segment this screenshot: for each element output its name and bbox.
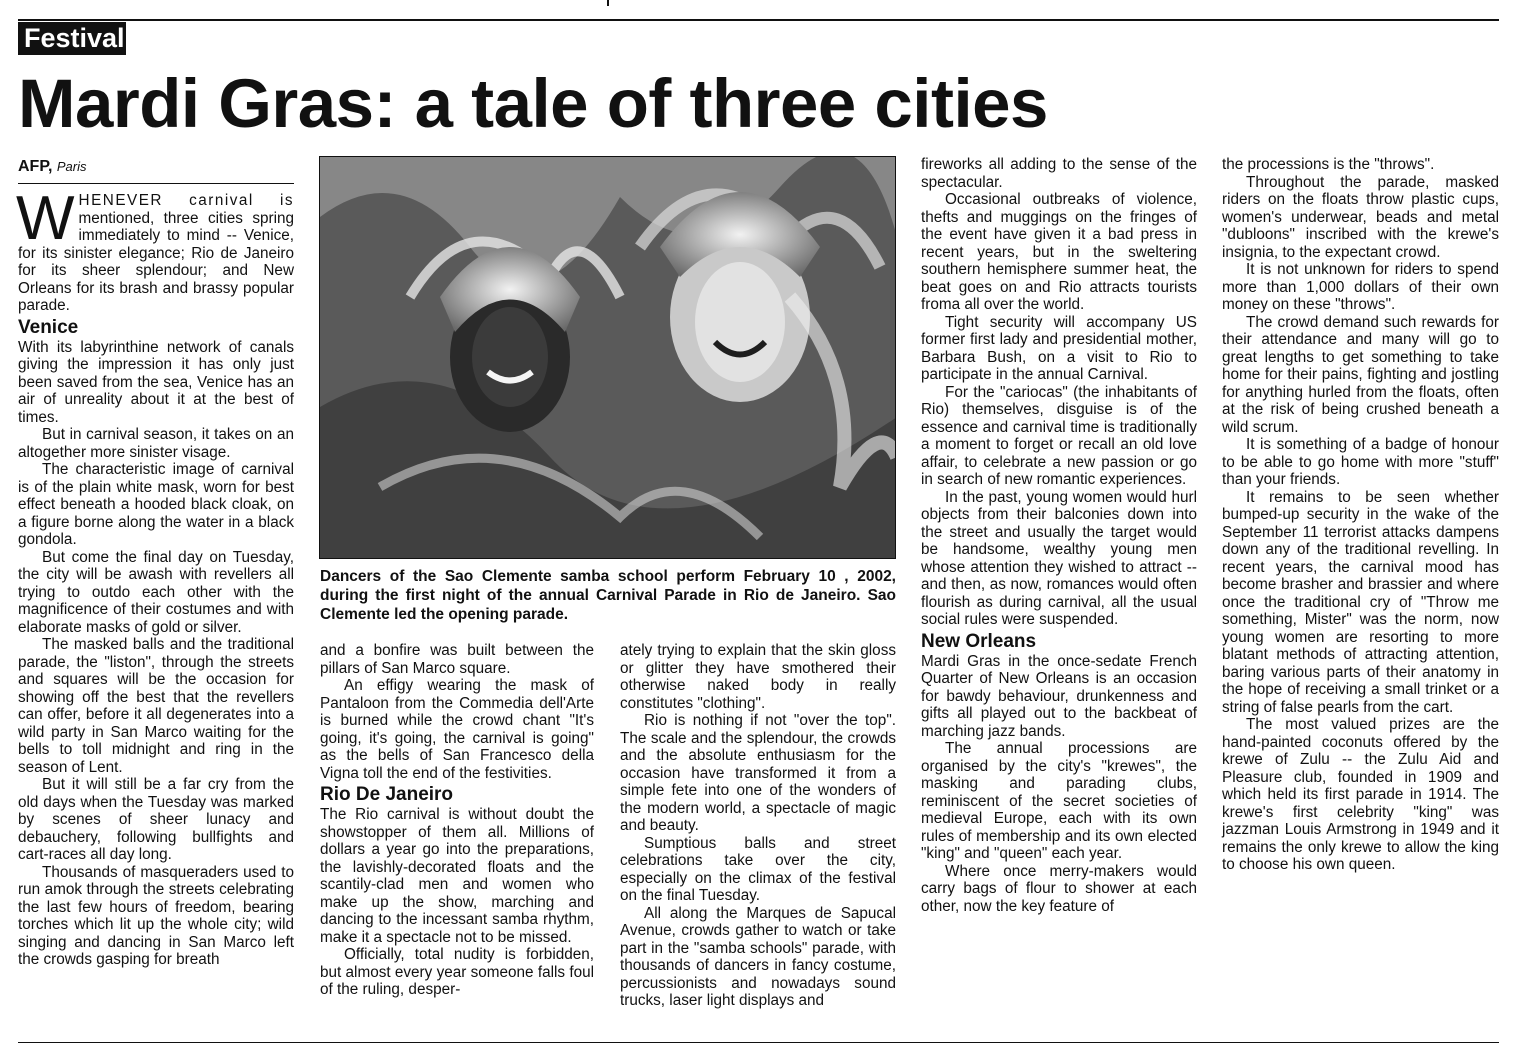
bottom-rule — [18, 1042, 1499, 1043]
new-orleans-paragraph: Where once merry-makers would carry bags of flour to shower at each other, now the key feature of — [921, 862, 1197, 915]
lead-rest: mentioned, three cities spring immediately to mind -- Venice, for its sinister elegance; Rio de Janeiro for its sheer splendour; and New Orleans for its brash and brassy popular parade. — [18, 209, 294, 314]
subheading-venice: Venice — [18, 316, 79, 338]
headline: Mardi Gras: a tale of three cities — [18, 65, 1048, 142]
venice-paragraph: But it will still be a far cry from the old days when the Tuesday was marked by scenes of sheer lunacy and debauchery, following bullfights and cart-races all day long. — [18, 776, 294, 863]
new-orleans-paragraph: The most valued prizes are the hand-painted coconuts offered by the krewe of Zulu -- the Zulu Aid and Pleasure club, founded in 1909 and which held its first parade in 1914. The krewe's first celebrity "king" was jazzman Louis Armstrong in 1949 and it remains the only krewe to allow the king to choose his own queen. — [1222, 716, 1499, 873]
new-orleans-paragraph: the processions is the "throws". — [1222, 156, 1435, 173]
venice-paragraph: and a bonfire was built between the pillars of San Marco square. — [320, 642, 594, 677]
new-orleans-paragraph: The annual processions are organised by the city's "krewes", the masking and parading clubs, reminiscent of the secret societies of medieval Europe, each with its own rules of membership and its own elected "king" and "queen" each year. — [921, 740, 1197, 862]
rio-paragraph: Tight security will accompany US former first lady and presidential mother, Barbara Bush, on a visit to Rio to participate in the annual Carnival. — [921, 313, 1197, 383]
new-orleans-paragraph: It remains to be seen whether bumped-up security in the wake of the September 11 terrorist attacks dampens down any of the traditional revelling. In recent years, the carnival mood has become brasher and brassier and where once the traditional cry of "Throw me something, Mister" was the norm, now young women are resorting to more blatant methods of attracting attention, baring various parts of their anatomy in the hope of receiving a small trinket or a string of false pearls from the cart. — [1222, 488, 1499, 716]
column-3 — [620, 642, 896, 1010]
rio-paragraph: Sumptious balls and street celebrations take over the city, especially on the climax of the festival on the final Tuesday. — [620, 834, 896, 904]
new-orleans-paragraph: It is not unknown for riders to spend more than 1,000 dollars of their own money on these "throws". — [1222, 261, 1499, 313]
subheading-new-orleans: New Orleans — [921, 630, 1037, 652]
venice-paragraph: Thousands of masqueraders used to run amok through the streets celebrating the last few hours of freedom, bearing torches which lit up the whole city; wild singing and dancing in San Marco left the crowds gasping for breath — [18, 863, 294, 968]
column-5 — [1222, 156, 1499, 874]
rio-paragraph: All along the Marques de Sapucal Avenue, crowds gather to watch or take part in the "samba schools" parade, with thousands of dancers in fancy costume, percussionists and nowadays sound trucks, laser light displays and — [620, 904, 896, 1009]
lead-first-line: HENEVER carnival is — [78, 192, 294, 209]
venice-paragraph: The masked balls and the traditional parade, the "liston", through the streets and squares will be the occasion for showing off the best that the revellers can offer, before it all degenerates into a wild party in San Marco waiting for the bells to toll midnight and ring in the season of Lent. — [18, 636, 294, 776]
rio-paragraph: Officially, total nudity is forbidden, but almost every year someone falls foul of the ruling, desper- — [320, 946, 594, 998]
column-2 — [320, 642, 594, 999]
lead-paragraph — [16, 184, 294, 315]
subheading-rio: Rio De Janeiro — [320, 784, 454, 805]
rio-paragraph: Occasional outbreaks of violence, thefts and muggings on the fringes of the event have given it a bad press in recent years, but in the sweltering southern hemisphere summer heat, the beat goes on and Rio attracts tourists froma all over the world. — [921, 191, 1197, 313]
carnival-photo — [319, 156, 896, 559]
photo-illustration — [320, 157, 896, 559]
rio-paragraph: ately trying to explain that the skin gloss or glitter they have smothered their otherwise naked body in really constitutes "clothing". — [620, 642, 896, 712]
byline-agency: AFP, — [18, 158, 53, 175]
header-tick — [607, 0, 609, 6]
new-orleans-paragraph: Throughout the parade, masked riders on the floats throw plastic cups, women's underwear, beads and metal "dubloons" inscribed with the krewe's insignia, to the expectant crowd. — [1222, 173, 1499, 261]
byline-location: Paris — [56, 159, 87, 174]
venice-paragraph: An effigy wearing the mask of Pantaloon from the Commedia dell'Arte is burned while the crowd chant "It's going, it's going, the carnival is going" as the bells of San Francesco della Vigna toll the end of the festivities. — [320, 677, 594, 782]
venice-paragraph: With its labyrinthine network of canals giving the impression it has only just been saved from the sea, Venice has an air of unreality about it at the best of times. — [18, 338, 294, 426]
rio-paragraph: In the past, young women would hurl objects from their balconies down into the street and usually the target would be handsome, wealthy young men whose attention they wished to attract -- and then, as now, romances would often flourish as during carnival, all the usual social rules were suspended. — [921, 488, 1197, 628]
new-orleans-paragraph: Mardi Gras in the once-sedate French Quarter of New Orleans is an occasion for bawdy behaviour, drunkenness and gifts all played out to the backbeat of marching jazz bands. — [921, 652, 1197, 740]
byline — [18, 157, 294, 177]
column-1 — [18, 157, 294, 969]
top-rule — [18, 19, 1499, 21]
venice-paragraph: But in carnival season, it takes on an altogether more sinister visage. — [18, 426, 294, 461]
venice-paragraph: But come the final day on Tuesday, the city will be awash with revellers all trying to outdo each other with the magnificence of their costumes and with elaborate masks of gold or silver. — [18, 548, 294, 636]
new-orleans-paragraph: It is something of a badge of honour to be able to go home with more "stuff" than your friends. — [1222, 436, 1499, 488]
dropcap: W — [16, 184, 75, 253]
rio-paragraph: The Rio carnival is without doubt the showstopper of them all. Millions of dollars a year go into the preparations, the lavishly-decorated floats and the scantily-clad men and women who make up the show, marching and dancing to the incessant samba rhythm, make it a spectacle not to be missed. — [320, 806, 594, 946]
column-4 — [921, 156, 1197, 915]
rio-paragraph: Rio is nothing if not "over the top". The scale and the splendour, the crowds and the absolute enthusiasm for the occasion have transformed it from a simple fete into one of the wonders of the modern world, a spectacle of magic and beauty. — [620, 712, 896, 834]
new-orleans-paragraph: The crowd demand such rewards for their attendance and many will go to great lengths to get something to take home for their pains, fighting and jostling for anything hurled from the floats, often at the risk of being crushed beneath a wild scrum. — [1222, 313, 1499, 436]
venice-paragraph: The characteristic image of carnival is of the plain white mask, worn for best effect beneath a hooded black cloak, on a figure borne along the water in a black gondola. — [18, 461, 294, 548]
section-tag: Festival — [18, 22, 126, 55]
photo-caption: Dancers of the Sao Clemente samba school perform February 10 , 2002, during the first night of the annual Carnival Parade in Rio de Janeiro. Sao Clemente led the opening parade. — [320, 568, 896, 623]
rio-paragraph: For the "cariocas" (the inhabitants of Rio) themselves, disguise is of the essence and carnival time is traditionally a moment to forget or recall an old love affair, to celebrate a new passion or go in search of new romantic experiences. — [921, 383, 1197, 488]
rio-paragraph: fireworks all adding to the sense of the spectacular. — [921, 156, 1197, 191]
